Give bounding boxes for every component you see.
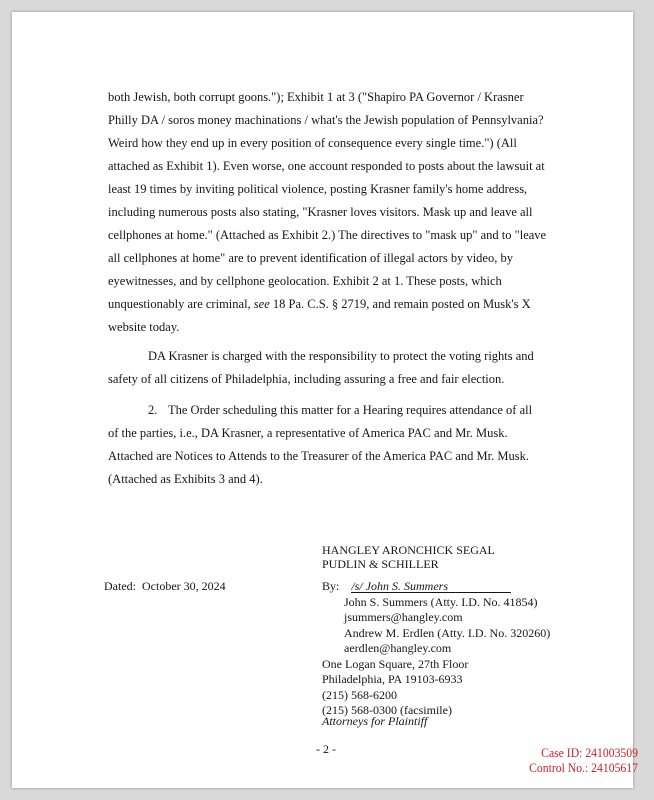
electronic-signature: /s/ John S. Summers: [351, 580, 511, 593]
body-line: Weird how they end up in every position of consequence every single time.") (All: [108, 136, 517, 150]
paragraph-line: Attached are Notices to Attends to the Treasurer of the America PAC and Mr. Musk.: [108, 449, 529, 463]
filing-stamp: [529, 745, 638, 775]
paragraph-line: safety of all citizens of Philadelphia, including assuring a free and fair election.: [108, 372, 505, 386]
body-line: including numerous posts also stating, "Krasner loves visitors. Mask up and leave all: [108, 205, 533, 219]
dated-line: [104, 579, 226, 594]
body-line: website today.: [108, 320, 180, 334]
firm-line: PUDLIN & SCHILLER: [322, 557, 439, 571]
firm-line: HANGLEY ARONCHICK SEGAL: [322, 543, 495, 557]
paragraph-number: 2.: [148, 403, 158, 417]
paragraph-line: (Attached as Exhibits 3 and 4).: [108, 472, 263, 486]
attorney-name: Andrew M. Erdlen (Atty. I.D. No. 320260): [344, 625, 551, 640]
address-line: Philadelphia, PA 19103-6933: [322, 672, 463, 686]
body-line: Philly DA / soros money machinations / what's the Jewish population of Pennsylvania?: [108, 113, 544, 127]
by-label: By:: [322, 579, 340, 593]
body-line: cellphones at home." (Attached as Exhibit 2.) The directives to "mask up" and to "leave: [108, 228, 547, 242]
attorney-email: aerdlen@hangley.com: [344, 641, 452, 655]
body-line: both Jewish, both corrupt goons."); Exhibit 1 at 3 ("Shapiro PA Governor / Krasner: [108, 90, 524, 104]
body-line: attached as Exhibit 1). Even worse, one account responded to posts about the lawsuit at: [108, 159, 545, 173]
document-body: [108, 86, 574, 491]
control-number: Control No.: 24105617: [529, 760, 638, 775]
fax-number: (215) 568-0300 (facsimile): [322, 703, 452, 717]
address-line: One Logan Square, 27th Floor: [322, 656, 469, 671]
dated-label: Dated:: [104, 579, 136, 593]
case-id: Case ID: 241003509: [541, 745, 638, 760]
numbered-paragraph-line: 2. The Order scheduling this matter for a Hearing requires attendance of all: [108, 399, 574, 422]
law-firm-name: [322, 543, 495, 571]
body-line: eyewitnesses, and by cellphone geolocation. Exhibit 2 at 1. These posts, which: [108, 274, 502, 288]
page-number: - 2 -: [316, 742, 336, 756]
citation-text-before: unquestionably are criminal,: [108, 297, 254, 311]
body-line-citation: [108, 293, 574, 316]
by-line: [322, 579, 550, 595]
attorney-role: Attorneys for Plaintiff: [322, 714, 428, 728]
citation-signal: see: [253, 297, 270, 311]
body-line: least 19 times by inviting political violence, posting Krasner family's home address,: [108, 182, 528, 196]
paragraph-line: of the parties, i.e., DA Krasner, a representative of America PAC and Mr. Musk.: [108, 426, 508, 440]
citation-text-after: 18 Pa. C.S. § 2719, and remain posted on Musk's X: [269, 297, 531, 311]
phone-number: (215) 568-6200: [322, 687, 397, 702]
paragraph-line: DA Krasner is charged with the responsibility to protect the voting rights and: [148, 349, 534, 363]
body-line: all cellphones at home" are to prevent identification of illegal actors by video, by: [108, 251, 513, 265]
attorney-name: John S. Summers (Atty. I.D. No. 41854): [344, 594, 538, 609]
signature-block: [322, 579, 550, 719]
attorney-email: jsummers@hangley.com: [344, 610, 463, 624]
dated-value: October 30, 2024: [142, 579, 226, 593]
document-page: [12, 12, 633, 788]
